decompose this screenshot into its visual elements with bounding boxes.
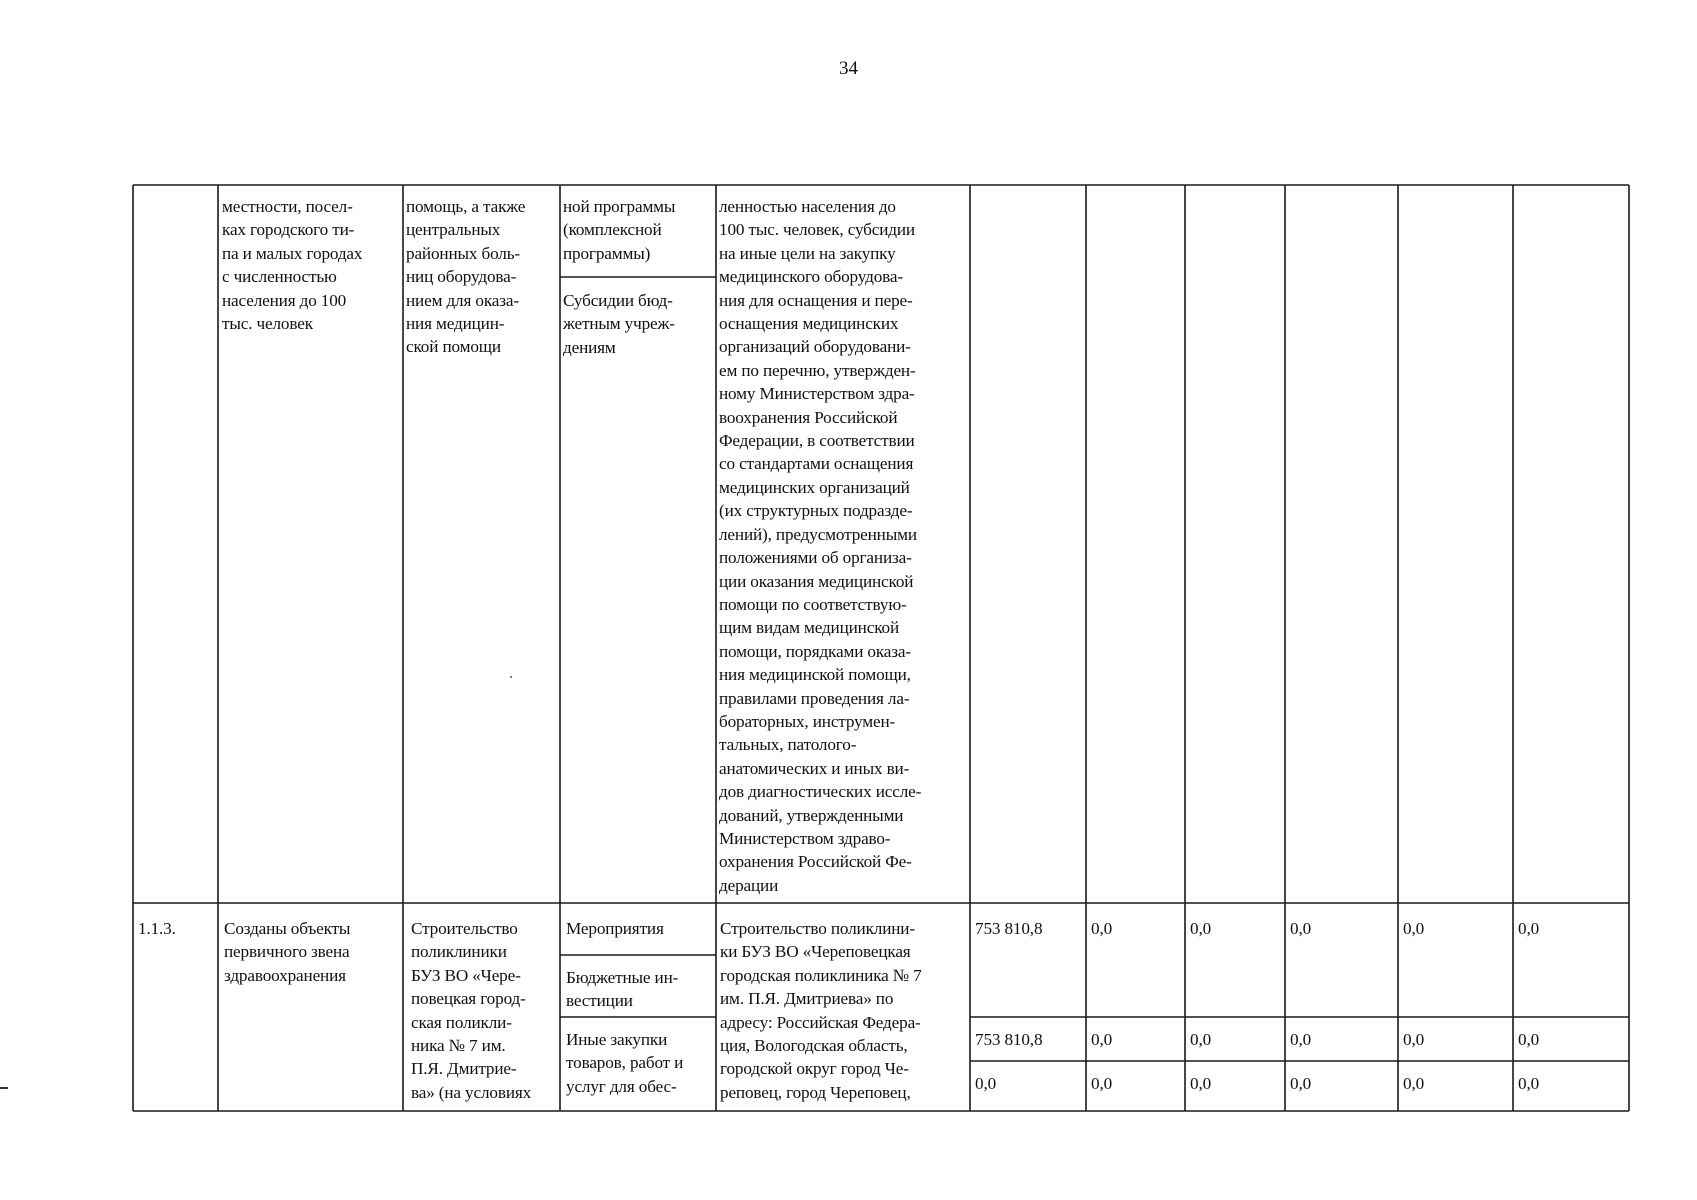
value-cell: 0,0 — [1518, 919, 1540, 938]
value-cell: 0,0 — [1518, 1030, 1540, 1049]
continuation-subsidy-type-text: Субсидии бюд- жетным учреж- дениям — [563, 291, 675, 357]
row-type-events: Мероприятия — [566, 919, 664, 938]
value-cell: 753 810,8 — [975, 919, 1043, 938]
value-cell: 0,0 — [1518, 1074, 1540, 1093]
value-cell: 0,0 — [1190, 1074, 1212, 1093]
continuation-location-text: местности, посел- ках городского ти- па и малых городах с численностью населения до 100 тыс. человек — [222, 197, 363, 334]
value-cell: 0,0 — [1091, 1074, 1113, 1093]
row-number: 1.1.3. — [138, 919, 176, 938]
value-cell: 0,0 — [1190, 919, 1212, 938]
value-cell: 0,0 — [1091, 919, 1113, 938]
value-cell: 0,0 — [1290, 919, 1312, 938]
row-type-other-purchases: Иные закупки товаров, работ и услуг для обес- — [566, 1030, 684, 1096]
scan-speck — [510, 676, 512, 678]
value-cell: 753 810,8 — [975, 1030, 1043, 1049]
budget-table — [133, 185, 1629, 1111]
row-type-budget-investments: Бюджетные ин- вестиции — [566, 968, 679, 1011]
value-cell: 0,0 — [1403, 919, 1425, 938]
value-cell: 0,0 — [1290, 1074, 1312, 1093]
row-result-text: Созданы объекты первичного звена здравоохранения — [224, 919, 351, 985]
row-description-text: Строительство поликлини- ки БУЗ ВО «Череповецкая городская поликлиника № 7 им. П.Я. Дмитриева» по адресу: Российская Федера- ция, Вологодская область, городской округ город Че- реповец, город Череповец, — [720, 919, 922, 1102]
row-activity-text: Строительство поликлиники БУЗ ВО «Чере- повецкая город- ская поликли- ника № 7 им. П.Я. Дмитрие- ва» (на условиях — [411, 919, 532, 1102]
continuation-program-text: ной программы (комплексной программы) — [563, 197, 676, 263]
value-cell: 0,0 — [1091, 1030, 1113, 1049]
value-cell: 0,0 — [975, 1074, 997, 1093]
value-cell: 0,0 — [1290, 1030, 1312, 1049]
value-cell: 0,0 — [1190, 1030, 1212, 1049]
margin-mark — [0, 1087, 8, 1089]
value-cell: 0,0 — [1403, 1030, 1425, 1049]
continuation-description-text: ленностью населения до 100 тыс. человек, субсидии на иные цели на закупку медицинского оборудова- ния для оснащения и пере- оснащения медицинских организаций оборудовани- ем по перечню, утвержден- ному Министерством здра- воохранения Российской Федерации, в соответствии со стандартами оснащения медицинских организаций (их структурных подразде- лений), предусмотренными положениями об организа- ции оказания медицинской помощи по соответствую- щим видам медицинской помощи, порядками оказа- ния медицинской помощи, правилами проведения ла- бораторных, инструмен- тальных, патолого- анатомических и иных ви- дов диагностических иссле- дований, утвержденными Министерством здраво- охранения Российской Фе- дерации — [719, 197, 922, 895]
value-cell: 0,0 — [1403, 1074, 1425, 1093]
continuation-activity-text: помощь, а также центральных районных боль- ниц оборудова- нием для оказа- ния медицин- ской помощи — [406, 197, 526, 357]
page-number: 34 — [839, 58, 858, 79]
